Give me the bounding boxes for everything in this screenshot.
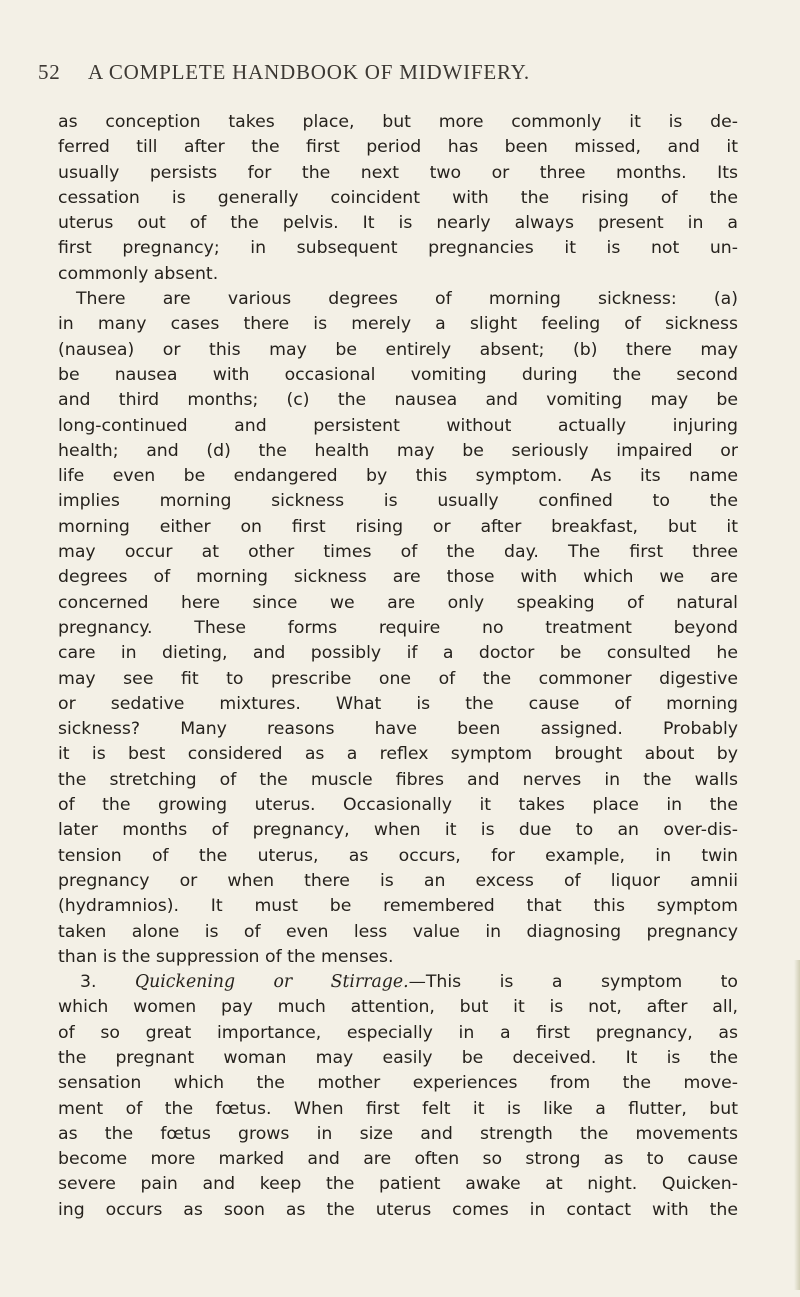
running-header <box>38 60 758 85</box>
page-edge-shadow <box>794 960 800 1290</box>
text-line: usually persists for the next two or three months. Its <box>58 162 738 183</box>
text-line: as conception takes place, but more commonly it is de- <box>58 112 738 132</box>
text-line: (nausea) or this may be entirely absent; (b) there may <box>58 339 738 360</box>
text-line: morning either on first rising or after breakfast, but it <box>58 516 738 537</box>
text-line: There are various degrees of morning sickness: (a) <box>76 289 738 310</box>
text-line: sickness? Many reasons have been assigned. Probably <box>58 719 738 740</box>
text-line: and third months; (c) the nausea and vomiting may be <box>58 390 738 411</box>
section-number: 3. <box>80 972 97 993</box>
text-line: become more marked and are often so strong as to cause <box>58 1149 738 1170</box>
text-line: cessation is generally coincident with the rising of the <box>58 187 738 208</box>
text-line: commonly absent. <box>58 263 219 284</box>
text-line: (hydramnios). It must be remembered that this symptom <box>58 896 738 917</box>
text-line: health; and (d) the health may be seriously impaired or <box>58 440 738 461</box>
text-line: pregnancy. These forms require no treatment beyond <box>58 617 738 638</box>
text-line: tension of the uterus, as occurs, for example, in twin <box>58 845 738 866</box>
page-number: 52 <box>38 60 61 84</box>
running-title: A COMPLETE HANDBOOK OF MIDWIFERY. <box>88 60 530 84</box>
body-text <box>58 110 738 1223</box>
text-line: implies morning sickness is usually confined to the <box>58 491 738 512</box>
text-line: degrees of morning sickness are those with which we are <box>58 567 738 588</box>
text-line: life even be endangered by this symptom. As its name <box>58 466 738 487</box>
text-line: ment of the fœtus. When first felt it is like a flutter, but <box>58 1098 738 1119</box>
text-line: of so great importance, especially in a first pregnancy, as <box>58 1022 738 1043</box>
text-line: concerned here since we are only speaking of natural <box>58 592 738 613</box>
text-line: later months of pregnancy, when it is due to an over-dis- <box>58 820 738 841</box>
text-line: the pregnant woman may easily be deceived. It is the <box>58 1047 738 1068</box>
text-line: be nausea with occasional vomiting during the second <box>58 364 738 385</box>
text-line: first pregnancy; in subsequent pregnancies it is not un- <box>58 238 738 259</box>
text-line: ferred till after the first period has been missed, and it <box>58 137 738 158</box>
text-line: of the growing uterus. Occasionally it takes place in the <box>58 795 738 816</box>
text-line: taken alone is of even less value in diagnosing pregnancy <box>58 921 738 942</box>
text-line: long-continued and persistent without actually injuring <box>58 415 738 436</box>
text-line: or sedative mixtures. What is the cause of morning <box>58 693 738 714</box>
text-line: as the fœtus grows in size and strength the movements <box>58 1123 738 1144</box>
text-line: uterus out of the pelvis. It is nearly always present in a <box>58 213 738 234</box>
text-line: pregnancy or when there is an excess of liquor amnii <box>58 870 738 891</box>
text-line: may see fit to prescribe one of the commoner digestive <box>58 668 738 689</box>
section-heading: Quickening or Stirrage. <box>134 972 409 993</box>
text-line: than is the suppression of the menses. <box>58 946 394 967</box>
section-3-heading-line <box>58 970 738 995</box>
section-first-line-text: —This is a symptom to <box>408 972 739 993</box>
text-line: ing occurs as soon as the uterus comes in contact with the <box>58 1199 738 1220</box>
text-line: it is best considered as a reflex symptom brought about by <box>58 744 738 765</box>
text-line: sensation which the mother experiences from the move- <box>58 1073 738 1094</box>
text-line: severe pain and keep the patient awake at night. Quicken- <box>58 1174 738 1195</box>
text-line: in many cases there is merely a slight feeling of sickness <box>58 314 738 335</box>
text-line: which women pay much attention, but it is not, after all, <box>58 997 738 1018</box>
text-line: care in dieting, and possibly if a doctor be consulted he <box>58 643 738 664</box>
text-line: may occur at other times of the day. The first three <box>58 542 738 563</box>
text-line: the stretching of the muscle fibres and nerves in the walls <box>58 769 738 790</box>
